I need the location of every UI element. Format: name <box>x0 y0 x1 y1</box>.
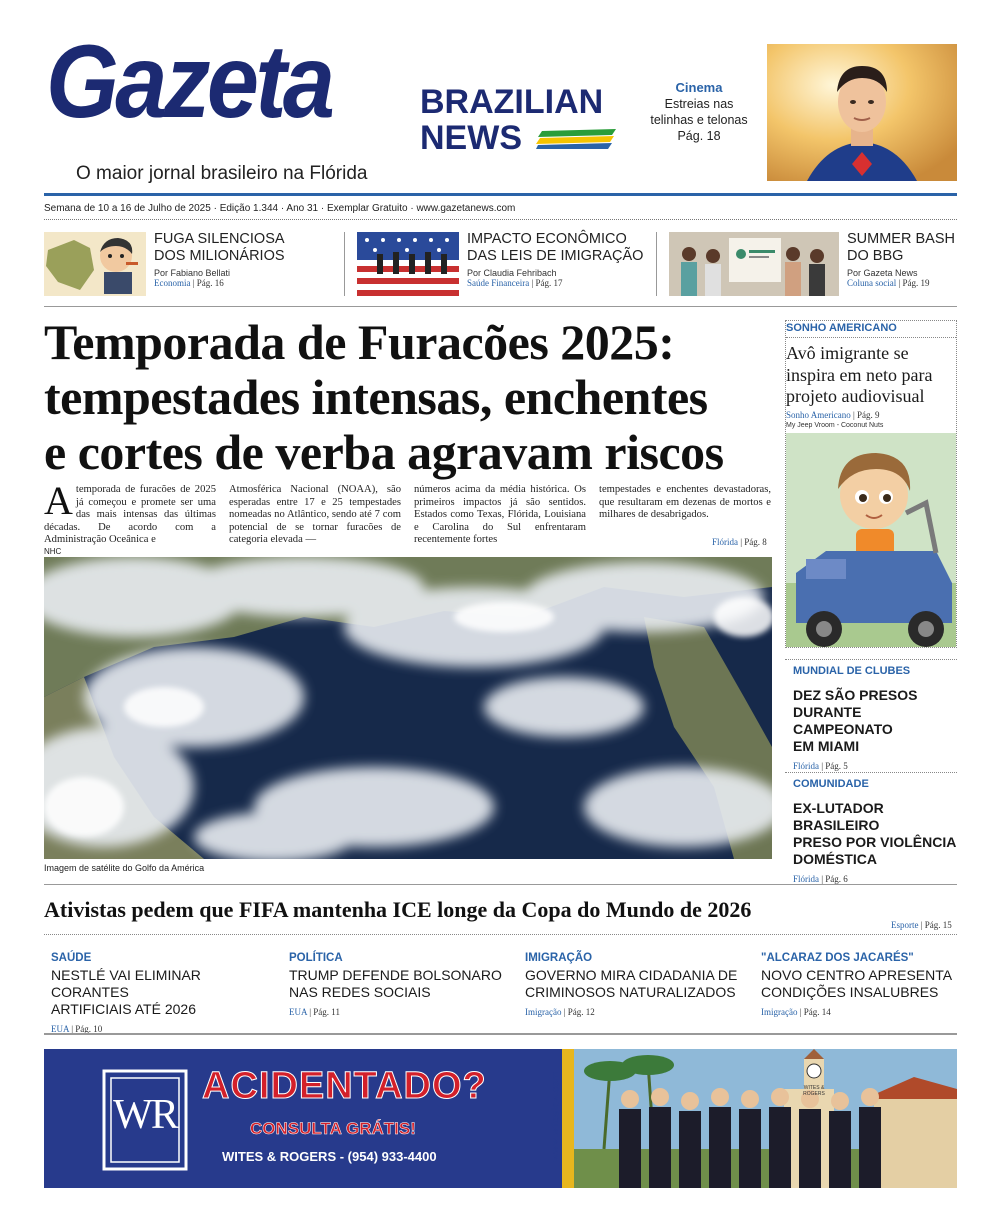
satellite-image[interactable] <box>44 557 772 859</box>
bottom-story-politica[interactable] <box>289 952 517 1017</box>
body-column-4 <box>599 484 771 522</box>
bottom-story-saude-page: | Pág. 10 <box>71 1024 103 1034</box>
logo-gazeta: Gazeta <box>46 24 332 140</box>
feature-title-l3: projeto audiovisual <box>786 386 925 406</box>
cinema-page: Pág. 18 <box>677 129 721 143</box>
ad-logo: WR <box>113 1092 177 1138</box>
fifa-headline[interactable]: Ativistas pedem que FIFA mantenha ICE longe da Copa do Mundo de 2026 <box>44 897 752 922</box>
bottom-story-politica-link[interactable]: EUA <box>289 1007 307 1017</box>
body-column-2: Atmosférica Nacional (NOAA), são esperadas entre 17 e 25 tempestades nomeadas no Atlântico, sendo até 7 com potencial de se tornar furacões de categoria elevada — <box>229 484 401 545</box>
main-story-page: | Pág. 8 <box>740 537 767 547</box>
ad-sign: WITES & ROGERS <box>803 1085 825 1097</box>
bottom-story-saude-link[interactable]: EUA <box>51 1024 69 1034</box>
feature-section: SONHO AMERICANO <box>786 322 897 334</box>
masthead-rule <box>44 193 957 196</box>
feature-title-l1: Avô imigrante se <box>786 343 909 363</box>
bottom-story-saude-l2: ARTIFICIAIS ATÉ 2026 <box>51 1001 196 1017</box>
teaser-divider-1 <box>344 232 345 296</box>
bottom-story-imigracao[interactable] <box>525 952 753 1017</box>
feature-credit: My Jeep Vroom - Coconut Nuts <box>786 422 884 429</box>
cinema-line2: telinhas e telonas <box>650 113 748 127</box>
story-mundial-section: MUNDIAL DE CLUBES <box>793 665 911 677</box>
teaser2-author: Por Claudia Fehribach <box>467 268 557 278</box>
cinema-section: Cinema <box>675 80 723 95</box>
bottom-story-alcaraz-l2: CONDIÇÕES INSALUBRES <box>761 984 939 1000</box>
main-headline[interactable] <box>44 315 784 480</box>
main-headline-l2: tempestades intensas, enchentes <box>44 369 708 425</box>
dateline-rule <box>44 219 957 220</box>
main-story-pageref <box>712 537 767 547</box>
teaser2-page: | Pág. 17 <box>531 278 563 288</box>
feature-pageref <box>786 410 880 420</box>
ad-banner[interactable] <box>44 1049 957 1188</box>
teaser2-title-l2: DAS LEIS DE IMIGRAÇÃO <box>467 248 644 264</box>
teaser3-title-l2: DO BBG <box>847 248 904 264</box>
feature-page: | Pág. 9 <box>853 410 880 420</box>
feature-section-link[interactable]: Sonho Americano <box>786 410 851 420</box>
story-mundial-title-l1: DEZ SÃO PRESOS <box>793 687 918 703</box>
teaser1[interactable] <box>154 231 334 288</box>
logo-brazilian: BRAZILIAN <box>420 83 604 121</box>
bottom-story-politica-l2: NAS REDES SOCIAIS <box>289 984 431 1000</box>
bottom-story-alcaraz-l1: NOVO CENTRO APRESENTA <box>761 967 953 983</box>
teaser3-image[interactable] <box>669 232 839 296</box>
tagline: O maior jornal brasileiro na Flórida <box>76 163 368 184</box>
fifa-pageref <box>891 920 952 930</box>
story-comunidade-title-l2: PRESO POR VIOLÊNCIA <box>793 834 957 850</box>
bottom-story-saude-l1: NESTLÉ VAI ELIMINAR CORANTES <box>51 967 201 1000</box>
story-comunidade-page: | Pág. 6 <box>821 874 848 884</box>
story-mundial-link[interactable]: Flórida <box>793 761 819 771</box>
bottom-story-imigracao-page: | Pág. 12 <box>563 1007 595 1017</box>
story-comunidade-link[interactable]: Flórida <box>793 874 819 884</box>
bottom-story-imigracao-l1: GOVERNO MIRA CIDADANIA DE <box>525 967 738 983</box>
bottom-story-alcaraz-section: "ALCARAZ DOS JACARÉS" <box>761 952 914 964</box>
bottom-story-imigracao-section: IMIGRAÇÃO <box>525 952 593 964</box>
cinema-teaser[interactable] <box>640 80 758 144</box>
feature-title-l2: inspira em neto para <box>786 364 933 385</box>
story-comunidade[interactable] <box>793 778 957 884</box>
story-mundial[interactable] <box>793 665 957 771</box>
bottom-story-imigracao-l2: CRIMINOSOS NATURALIZADOS <box>525 984 736 1000</box>
body-column-1 <box>44 478 216 557</box>
teasers-rule <box>44 306 957 307</box>
feature-title <box>786 343 956 408</box>
body-col1-text: temporada de furacões de 2025 já começou e promete ser uma das mais intensas das últimas décadas. De acordo com a Administração Oceânica e <box>44 484 216 545</box>
teaser3-page: | Pág. 19 <box>898 278 930 288</box>
story-mundial-title-l3: EM MIAMI <box>793 738 860 754</box>
feature-box[interactable] <box>785 320 957 648</box>
story-mundial-title-l2: DURANTE CAMPEONATO <box>793 704 893 737</box>
bottom-story-politica-page: | Pág. 11 <box>309 1007 340 1017</box>
body-col1-tail: NHC <box>44 546 62 556</box>
teaser2[interactable] <box>467 231 647 288</box>
story-comunidade-title-l3: DOMÉSTICA <box>793 851 877 867</box>
logo-news: NEWS <box>420 119 522 157</box>
ad-contact: WITES & ROGERS - (954) 933-4400 <box>222 1149 437 1164</box>
bottom-story-alcaraz-link[interactable]: Imigração <box>761 1007 798 1017</box>
bottom-story-politica-l1: TRUMP DEFENDE BOLSONARO <box>289 967 502 983</box>
bottom-story-imigracao-link[interactable]: Imigração <box>525 1007 562 1017</box>
story-comunidade-section: COMUNIDADE <box>793 778 869 790</box>
body-column-3: números acima da média histórica. Os primeiros impactos já são sentidos. Estados como Texas, Flórida, Louisiana e Carolina do Sul enfrentaram recentemente fortes <box>414 484 586 545</box>
story-comunidade-title-l1: EX-LUTADOR BRASILEIRO <box>793 800 884 833</box>
fifa-section-link[interactable]: Esporte <box>891 920 919 930</box>
dateline: Semana de 10 a 16 de Julho de 2025 · Edição 1.344 · Ano 31 · Exemplar Gratuito · www.gazetanews.com <box>44 203 516 214</box>
cinema-line1: Estreias nas <box>664 97 734 111</box>
body-col4-text: tempestades e enchentes devastadoras, que resultaram em dezenas de mortos e milhares de desabrigados. <box>599 484 771 520</box>
fifa-page: | Pág. 15 <box>920 920 952 930</box>
bottom-story-saude-section: SAÚDE <box>51 952 92 964</box>
teaser1-title-l1: FUGA SILENCIOSA <box>154 231 285 247</box>
teaser2-section-link[interactable]: Saúde Financeira <box>467 278 530 288</box>
bottom-story-politica-section: POLÍTICA <box>289 952 343 964</box>
story-mundial-page: | Pág. 5 <box>821 761 848 771</box>
teaser2-title-l1: IMPACTO ECONÔMICO <box>467 231 627 247</box>
teaser3-section-link[interactable]: Coluna social <box>847 278 897 288</box>
ad-sub: CONSULTA GRÁTIS! <box>250 1119 416 1138</box>
teaser1-title-l2: DOS MILIONÁRIOS <box>154 248 285 264</box>
bottom-story-alcaraz-page: | Pág. 14 <box>799 1007 831 1017</box>
main-headline-l3: e cortes de verba agravam riscos <box>44 424 724 480</box>
superman-photo[interactable] <box>767 44 957 181</box>
teaser1-section-link[interactable]: Economia <box>154 278 191 288</box>
teaser-divider-2 <box>656 232 657 296</box>
flag-stripes-icon <box>536 129 616 149</box>
teaser1-page: | Pág. 16 <box>192 278 224 288</box>
main-story-section-link[interactable]: Flórida <box>712 537 738 547</box>
ad-url[interactable]: www.witeslaw.com <box>550 1071 562 1162</box>
teaser3[interactable] <box>847 231 959 288</box>
ad-headline: ACIDENTADO? <box>202 1065 487 1107</box>
teaser2-image[interactable] <box>357 232 459 296</box>
teaser1-image[interactable] <box>44 232 146 296</box>
bottom-story-alcaraz[interactable] <box>761 952 957 1017</box>
bottom-story-saude[interactable] <box>51 952 279 1034</box>
teaser1-author: Por Fabiano Bellati <box>154 268 231 278</box>
dropcap: A <box>44 478 73 523</box>
teaser3-title-l1: SUMMER BASH <box>847 231 955 247</box>
teaser3-author: Por Gazeta News <box>847 268 918 278</box>
feature-image[interactable] <box>786 433 956 647</box>
main-headline-l1: Temporada de Furacões 2025: <box>44 314 675 370</box>
satellite-caption: Imagem de satélite do Golfo da América <box>44 863 205 873</box>
